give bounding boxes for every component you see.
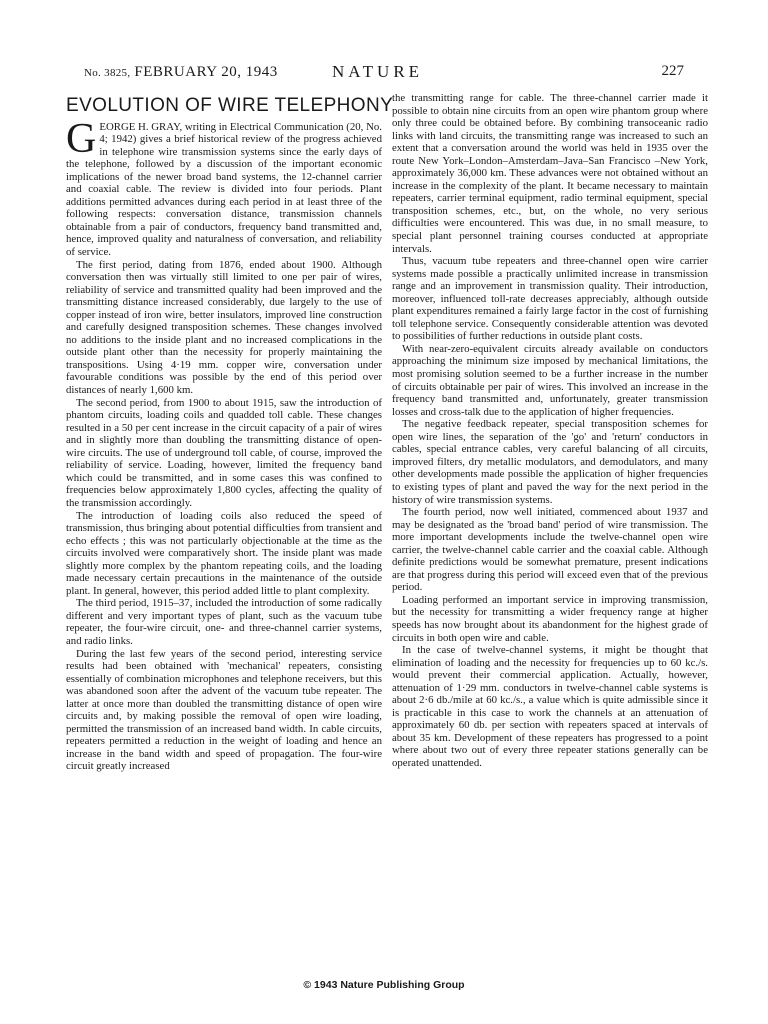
right-column (392, 92, 708, 770)
issue-date-text: FEBRUARY 20, 1943 (134, 64, 278, 80)
page-header (84, 64, 684, 84)
article-title: EVOLUTION OF WIRE TELEPHONY (66, 95, 394, 116)
paragraph: The first period, dating from 1876, ended about 1900. Although conversation then was virtually still limited to one per pair of wires, reliability of service and transmitted quality had been improved and the transmitting distance increased considerably, due largely to the use of copper instead of iron wire, better insulators, improved line construction and carefully designed transposition schemes. These changes involved no additions to the inside plant and no increased complications in the outside plant other than the necessity for properly maintaining the transpositions. Using 4·19 mm. copper wire, conversation under favourable conditions was possible by the end of this period over distances of nearly 1,600 km. (66, 258, 382, 397)
issue-number: No. 3825, (84, 67, 131, 79)
paragraph (66, 115, 382, 259)
paragraph: The second period, from 1900 to about 1915, saw the introduction of phantom circuits, loading coils and quadded toll cable. These changes resulted in a 50 per cent increase in the circuit capacity of a pair of wires and in slightly more than doubling the transmitting distance of open-wire circuits. The use of underground toll cable, of course, improved the reliability of service. Loading, however, limited the frequency band which could be transmitted, and in some cases this was confined to frequencies below approximately 1,800 cycles, affecting the quality of the transmission accordingly. (66, 396, 382, 509)
paragraph: Thus, vacuum tube repeaters and three-channel open wire carrier systems made possible a practically unlimited increase in transmission range and an improvement in transmission quality. Their introduction, moreover, influenced toll-rate decreases appreciably, although outside plant expenditures remained a fairly large factor in the cost of furnishing toll telephone service. Consequently considerable attention was devoted to possibilities of further reductions in outside plant costs. (392, 255, 708, 343)
paragraph: The negative feedback repeater, special transposition schemes for open wire lines, the separation of the 'go' and 'return' conductors in cables, special entrance cables, very careful balancing of all circuits, improved filters, dry metallic modulators, and demodulators, and many other developments made possible the application of higher frequencies to existing types of plant and paved the way for the next period in the history of wire transmission systems. (392, 418, 708, 506)
paragraph: Loading performed an important service in improving transmission, but the necessity for transmitting a wider frequency range at higher speeds has now brought about its abandonment for the highest grade of circuits in both open wire and cable. (392, 593, 708, 644)
left-column (66, 92, 394, 773)
paragraph: With near-zero-equivalent circuits already available on conductors approaching the minimum size imposed by mechanical limitations, the most promising solution seemed to be a further increase in the number of circuits obtainable per pair of wires. This involved an increase in the frequency band transmitted and, unfortunately, greater transmission losses and cross-talk due to the application of higher frequencies. (392, 342, 708, 418)
paragraph-text: EORGE H. GRAY, writing in Electrical Communication (20, No. 4; 1942) gives a brief historical review of the progress achieved in telephone wire transmission systems since the early days of the telephone, followed by a discussion of the important economic implications of the newer broad band systems, the 12-channel carrier and coaxial cable. The review is divided into four periods. Plant additions permitted advances during each period in at least three of the following respects: conversation distance, transmission channels obtainable from a pair of conductors, frequency band transmitted and, hence, improved quality and naturalness of conversation, and reliability of service. (66, 120, 382, 259)
paragraph: The introduction of loading coils also reduced the speed of transmission, thus bringing about potential difficulties from transient and echo effects ; this was not particularly objectionable at the time as the circuits involved were comparatively short. The inside plant was made slightly more complex by the phantom repeating coils, and the loading made necessary certain precautions in the maintenance of the outside plant. In general, however, this period added little to plant complexity. (66, 509, 382, 597)
paragraph: The fourth period, now well initiated, commenced about 1937 and may be designated as the 'broad band' period of wire transmission. The more important developments include the twelve-channel open wire carrier, the twelve-channel cable carrier and the coaxial cable. Although definite predictions would be somewhat premature, present indications are that progress during this period will exceed even that of the previous period. (392, 506, 708, 594)
drop-cap: G (66, 115, 97, 162)
paragraph: During the last few years of the second period, interesting service results had been obtained with 'mechanical' repeaters, consisting essentially of combination microphones and telephone receivers, but this was abandoned soon after the advent of the vacuum tube repeater. The latter at once more than doubled the transmitting distance of open wire circuits and, by making possible the removal of open wire loading, permitted the transmission of an increased band width. In cable circuits, repeaters permitted a reduction in the weight of loading and hence an increase in the band width and speed of propagation. The four-wire circuit greatly increased (66, 647, 382, 773)
journal-name: NATURE (332, 62, 424, 81)
page-number: 227 (661, 63, 684, 79)
copyright-footer: © 1943 Nature Publishing Group (303, 979, 465, 991)
paragraph: In the case of twelve-channel systems, it might be thought that elimination of loading and the necessity for frequencies up to 60 kc./s. would prevent their commercial application. Actually, however, attenuation of 1·29 mm. conductors in twelve-channel cable systems is about 2·6 db./mile at 60 kc./s., a value which is quite admissible since it is practicable in this case to work the channels at an attenuation of approximately 60 db. per section with repeaters spaced at intervals of about 35 km. Development of these repeaters has progressed to a point where about two out of every three repeater stations generally can be operated unattended. (392, 644, 708, 769)
issue-date (84, 64, 278, 81)
paragraph: The third period, 1915–37, included the introduction of some radically different and very important types of plant, such as the vacuum tube repeater, the four-wire circuit, one- and three-channel carrier systems, and radio links. (66, 597, 382, 647)
paragraph: the transmitting range for cable. The three-channel carrier made it possible to obtain nine circuits from an open wire phantom group where only three could be obtained before. By combining transoceanic radio links with land circuits, the transmitting range was increased to such an extent that a conversation around the world was held in 1935 over the route New York–London–Amsterdam–Java–San Francisco –New York, approximately 36,000 km. These advances were not obtained without an increase in the complexity of the plant. It became necessary to maintain repeaters, carrier terminal equipment, radio terminal equipment, special transposition schemes, etc., but, on the whole, no very serious difficulties were encountered. This was due, in no small measure, to special plant personnel training courses conducted at appropriate intervals. (392, 92, 708, 255)
